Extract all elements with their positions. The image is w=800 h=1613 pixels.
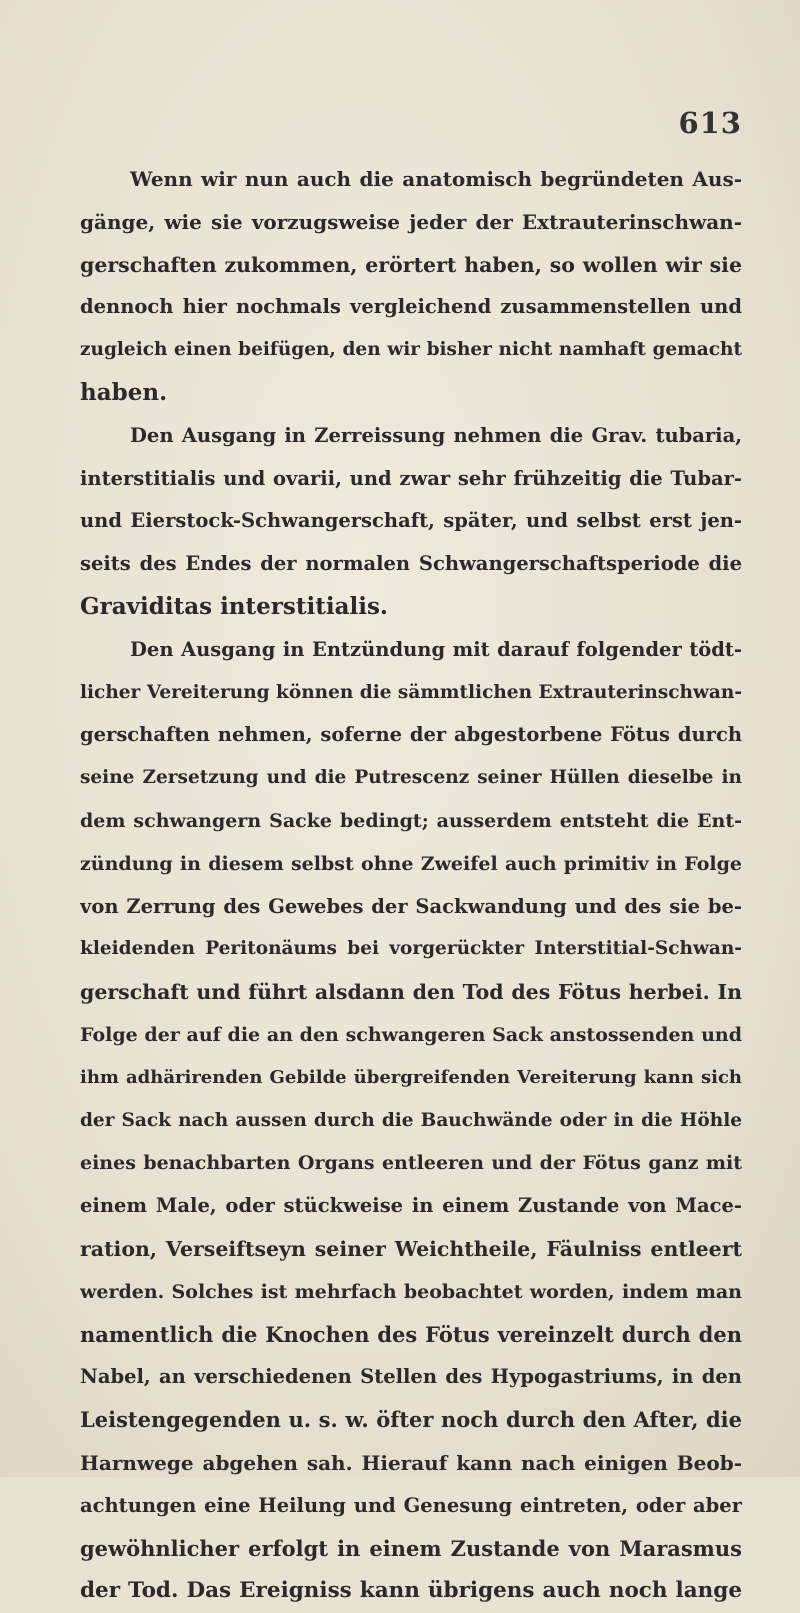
text-line: eines benachbarten Organs entleeren und der Fötus ganz mit: [80, 1152, 742, 1175]
text-line: licher Vereiterung können die sämmtlichen Extrauterinschwan-: [80, 681, 742, 703]
text-line: Den Ausgang in Zerreissung nehmen die Grav. tubaria,: [130, 423, 742, 447]
text-line: seine Zersetzung und die Putrescenz seiner Hüllen dieselbe in: [80, 767, 742, 789]
text-line: werden. Solches ist mehrfach beobachtet worden, indem man: [80, 1280, 742, 1303]
text-line: gerschaften nehmen, soferne der abgestorbene Fötus durch: [80, 723, 742, 747]
text-line: ihm adhärirenden Gebilde übergreifenden Vereiterung kann sich: [80, 1066, 742, 1088]
page-number: 613: [678, 106, 742, 140]
text-line: zugleich einen beifügen, den wir bisher nicht namhaft gemacht: [80, 339, 742, 361]
text-line: haben.: [80, 378, 168, 406]
text-line: zündung in diesem selbst ohne Zweifel auch primitiv in Folge: [80, 852, 742, 875]
text-line: Leistengegenden u. s. w. öfter noch durch den After, die: [80, 1407, 742, 1433]
text-line: namentlich die Knochen des Fötus vereinzelt durch den: [80, 1321, 742, 1347]
text-line: Harnwege abgehen sah. Hierauf kann nach einigen Beob-: [80, 1450, 742, 1475]
text-line: gänge, wie sie vorzugsweise jeder der Extrauterinschwan-: [80, 209, 742, 234]
text-line: dennoch hier nochmals vergleichend zusammenstellen und: [80, 295, 742, 319]
text-line: Folge der auf die an den schwangeren Sack anstossenden und: [80, 1023, 742, 1046]
text-line: ration, Verseiftseyn seiner Weichtheile, Fäulniss entleert: [80, 1236, 742, 1261]
text-line: interstitialis und ovarii, und zwar sehr frühzeitig die Tubar-: [80, 466, 742, 490]
text-line: einem Male, oder stückweise in einem Zustande von Mace-: [80, 1194, 742, 1218]
text-line: dem schwangern Sacke bedingt; ausserdem entsteht die Ent-: [80, 809, 742, 832]
text-line: achtungen eine Heilung und Genesung eintreten, oder aber: [80, 1493, 742, 1517]
text-line: gewöhnlicher erfolgt in einem Zustande von Marasmus: [80, 1535, 742, 1561]
text-line: Graviditas interstitialis.: [80, 592, 388, 620]
text-line: und Eierstock-Schwangerschaft, später, und selbst erst jen-: [80, 509, 742, 533]
text-line: der Sack nach aussen durch die Bauchwände oder in die Höhle: [80, 1109, 742, 1131]
text-line: Wenn wir nun auch die anatomisch begründeten Aus-: [130, 167, 742, 191]
text-line: gerschaft und führt alsdann den Tod des Fötus herbei. In: [80, 980, 742, 1005]
text-line: von Zerrung des Gewebes der Sackwandung und des sie be-: [80, 894, 742, 918]
text-line: der Tod. Das Ereigniss kann übrigens auch noch lange: [80, 1578, 742, 1604]
text-line: Den Ausgang in Entzündung mit darauf folgender tödt-: [130, 637, 742, 661]
body-text: [80, 158, 742, 1613]
text-line: kleidenden Peritonäums bei vorgerückter Interstitial-Schwan-: [80, 938, 742, 960]
text-line: Nabel, an verschiedenen Stellen des Hypogastriums, in den: [80, 1365, 742, 1389]
text-line: gerschaften zukommen, erörtert haben, so wollen wir sie: [80, 252, 742, 277]
text-line: seits des Endes der normalen Schwangerschaftsperiode die: [80, 552, 742, 576]
